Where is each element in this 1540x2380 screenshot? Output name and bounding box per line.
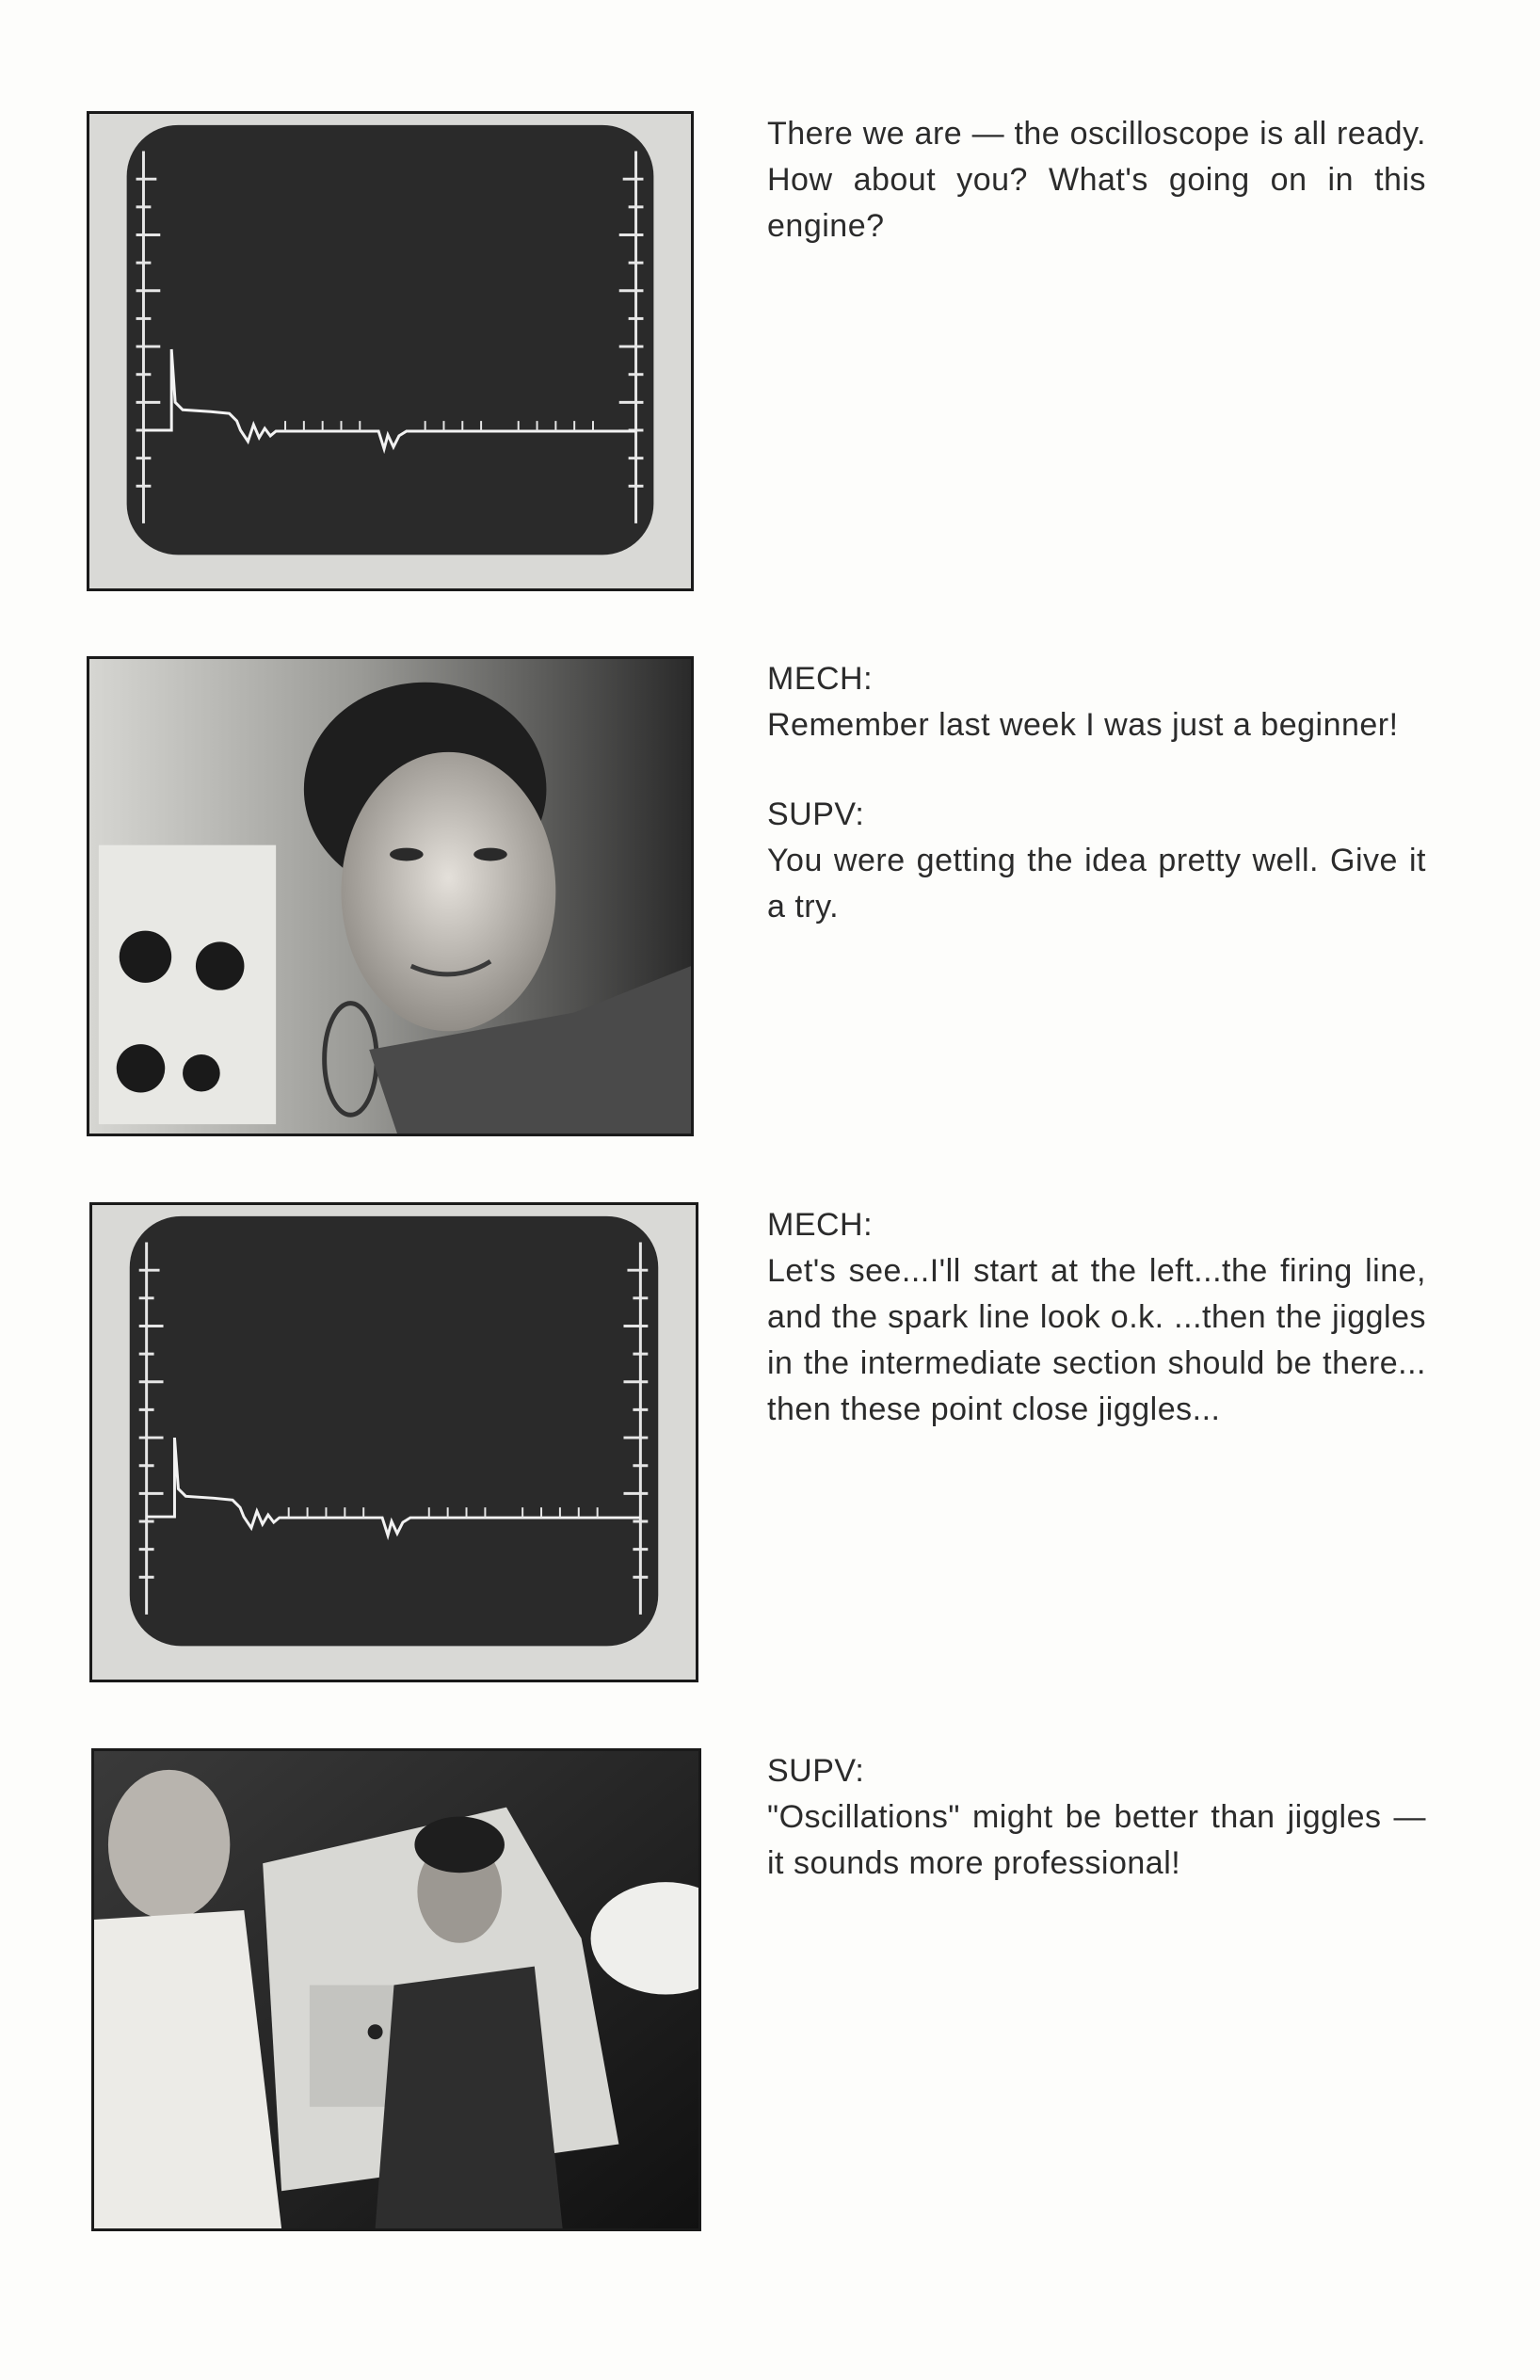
spacer xyxy=(767,748,1426,792)
mechanic-photo xyxy=(87,656,694,1136)
caption-block-3 xyxy=(767,1202,1426,1433)
caption-text: Let's see...I'll start at the left...the firing line, and the spark line look o.k. ...then the jiggles in the intermediate section should be there... then these point close jiggles... xyxy=(767,1253,1426,1427)
caption-text: There we are — the oscilloscope is all ready. How about you? What's going on in this engine? xyxy=(767,116,1426,244)
two-men-photo-graphic xyxy=(94,1751,698,2228)
oscilloscope-image-1 xyxy=(87,111,694,591)
caption-text: "Oscillations" might be better than jiggles — it sounds more professional! xyxy=(767,1799,1426,1881)
supervisor-mechanic-photo xyxy=(91,1748,701,2231)
speaker-label: SUPV: xyxy=(767,796,865,832)
speaker-label: SUPV: xyxy=(767,1753,865,1789)
speaker-label: MECH: xyxy=(767,661,874,697)
caption-block-4 xyxy=(767,1748,1426,1887)
caption-text: Remember last week I was just a beginner! xyxy=(767,707,1399,743)
speaker-label: MECH: xyxy=(767,1207,874,1243)
mechanic-portrait-graphic xyxy=(89,659,691,1134)
oscilloscope-screen-graphic xyxy=(89,114,691,588)
oscilloscope-screen-graphic xyxy=(92,1205,696,1680)
caption-block-1 xyxy=(767,111,1426,249)
caption-block-2 xyxy=(767,656,1426,930)
caption-text: You were getting the idea pretty well. Give it a try. xyxy=(767,843,1426,925)
oscilloscope-image-2 xyxy=(89,1202,698,1682)
